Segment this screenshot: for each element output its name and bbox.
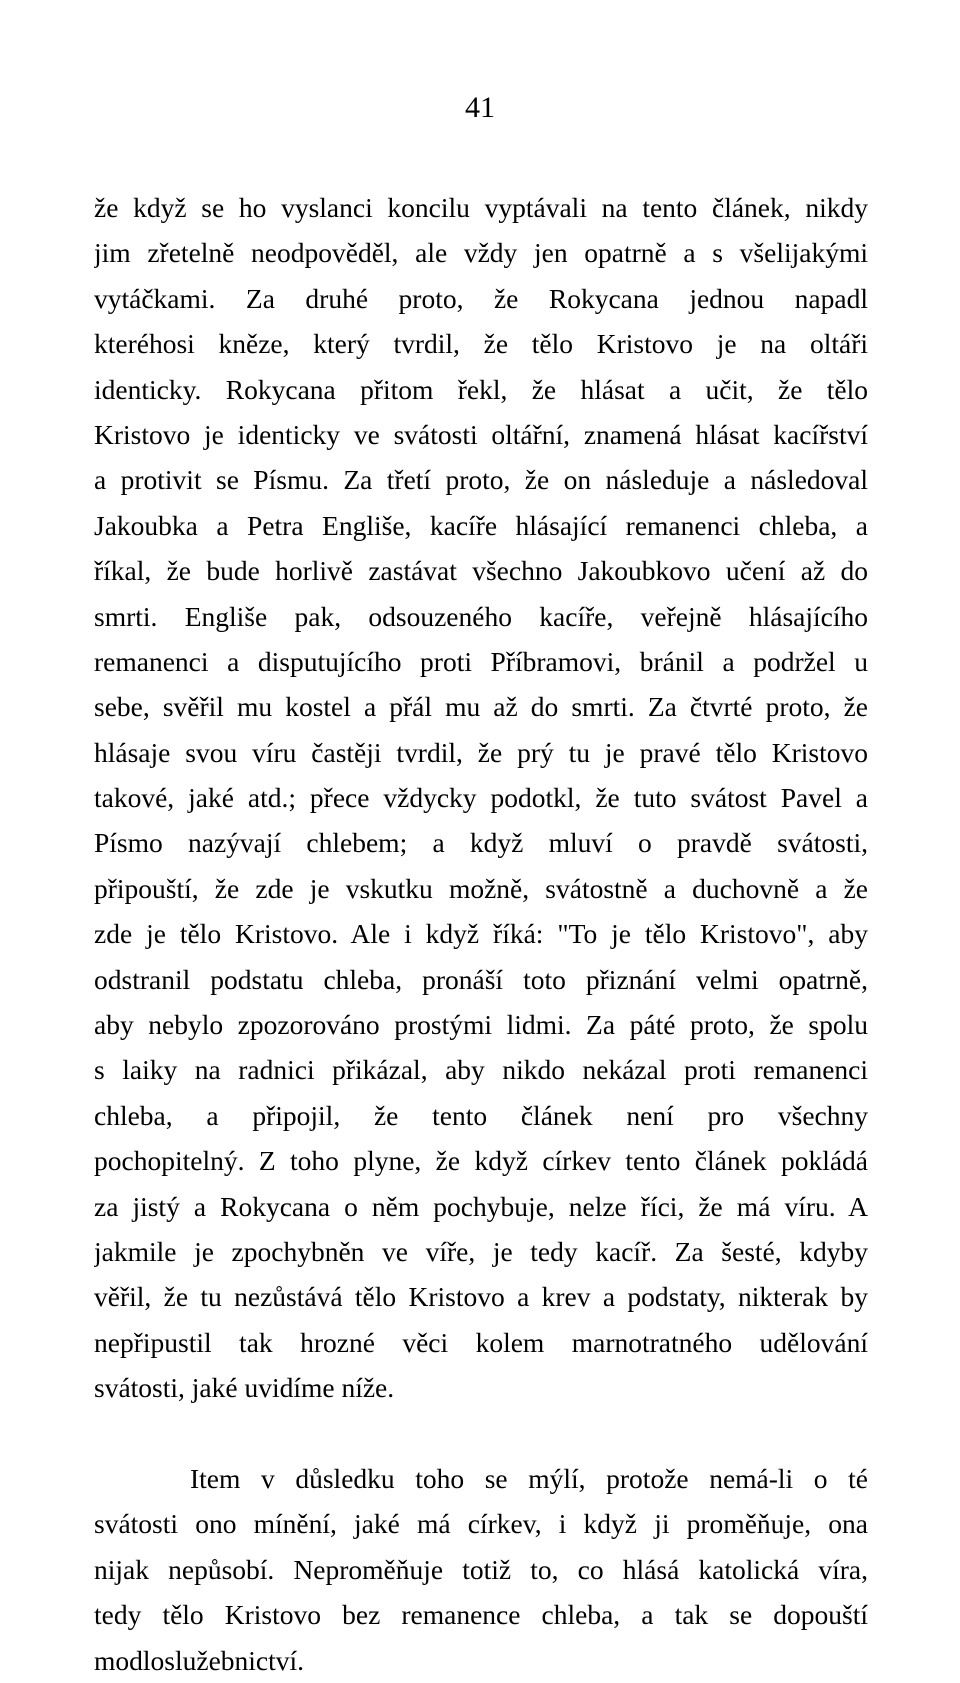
text-line: Item v důsledku toho se mýlí, protože nemá-li o té [190, 1462, 868, 1494]
text-line: svátosti ono mínění, jaké má církev, i když ji proměňuje, ona [94, 1508, 868, 1540]
text-line: jim zřetelně neodpověděl, ale vždy jen opatrně a s všelijakými [94, 237, 868, 269]
text-line: říkal, že bude horlivě zastávat všechno Jakoubkovo učení až do [94, 555, 868, 587]
text-line: nijak nepůsobí. Neproměňuje totiž to, co hlásá katolická víra, [94, 1553, 868, 1585]
text-line: za jistý a Rokycana o něm pochybuje, nelze říci, že má víru. A [94, 1190, 868, 1222]
text-line: hlásaje svou víru častěji tvrdil, že prý tu je pravé tělo Kristovo [94, 736, 868, 768]
text-line: aby nebylo zpozorováno prostými lidmi. Za páté proto, že spolu [94, 1009, 868, 1041]
text-line: svátosti, jaké uvidíme níže. [94, 1372, 395, 1404]
text-line: jakmile je zpochybněn ve víře, je tedy kacíř. Za šesté, kdyby [94, 1235, 868, 1267]
text-line: připouští, že zde je vskutku možně, svátostně a duchovně a že [94, 872, 868, 904]
text-line: odstranil podstatu chleba, pronáší toto přiznání velmi opatrně, [94, 963, 868, 995]
text-line: že když se ho vyslanci koncilu vyptávali na tento článek, nikdy [94, 192, 868, 223]
text-line: modloslužebnictví. [94, 1644, 305, 1676]
paragraph-gap [94, 1411, 868, 1456]
text-line: tedy tělo Kristovo bez remanence chleba, a tak se dopouští [94, 1599, 868, 1631]
text-line: nepřipustil tak hrozné věci kolem marnotratného udělování [94, 1326, 868, 1358]
text-line: chleba, a připojil, že tento článek není pro všechny [94, 1099, 868, 1131]
text-line: takové, jaké atd.; přece vždycky podotkl, že tuto svátost Pavel a [94, 782, 868, 814]
text-line: vytáčkami. Za druhé proto, že Rokycana jednou napadl [94, 282, 868, 314]
text-line: s laiky na radnici přikázal, aby nikdo nekázal proti remanenci [94, 1054, 868, 1086]
paragraph-2 [94, 1456, 868, 1683]
text-line: Kristovo je identicky ve svátosti oltářní, znamená hlásat kacířství [94, 418, 868, 450]
text-line: remanenci a disputujícího proti Příbramovi, bránil a podržel u [94, 645, 868, 677]
text-line: smrti. Engliše pak, odsouzeného kacíře, veřejně hlásajícího [94, 600, 868, 632]
text-line: Písmo nazývají chlebem; a když mluví o pravdě svátosti, [94, 827, 868, 859]
text-line: kteréhosi kněze, který tvrdil, že tělo Kristovo je na oltáři [94, 328, 868, 360]
text-line: a protivit se Písmu. Za třetí proto, že on následuje a následoval [94, 464, 868, 496]
text-line: Jakoubka a Petra Engliše, kacíře hlásající remanenci chleba, a [94, 509, 868, 541]
text-line: sebe, svěřil mu kostel a přál mu až do smrti. Za čtvrté proto, že [94, 691, 868, 723]
paragraph-1 [94, 185, 868, 1411]
text-line: pochopitelný. Z toho plyne, že když církev tento článek pokládá [94, 1145, 868, 1177]
text-line: zde je tělo Kristovo. Ale i když říká: "To je tělo Kristovo", aby [94, 918, 868, 950]
text-line: identicky. Rokycana přitom řekl, že hlásat a učit, že tělo [94, 373, 868, 405]
body-text [94, 185, 868, 1683]
text-line: věřil, že tu nezůstává tělo Kristovo a krev a podstaty, nikterak by [94, 1281, 868, 1313]
page-number: 41 [465, 91, 495, 124]
